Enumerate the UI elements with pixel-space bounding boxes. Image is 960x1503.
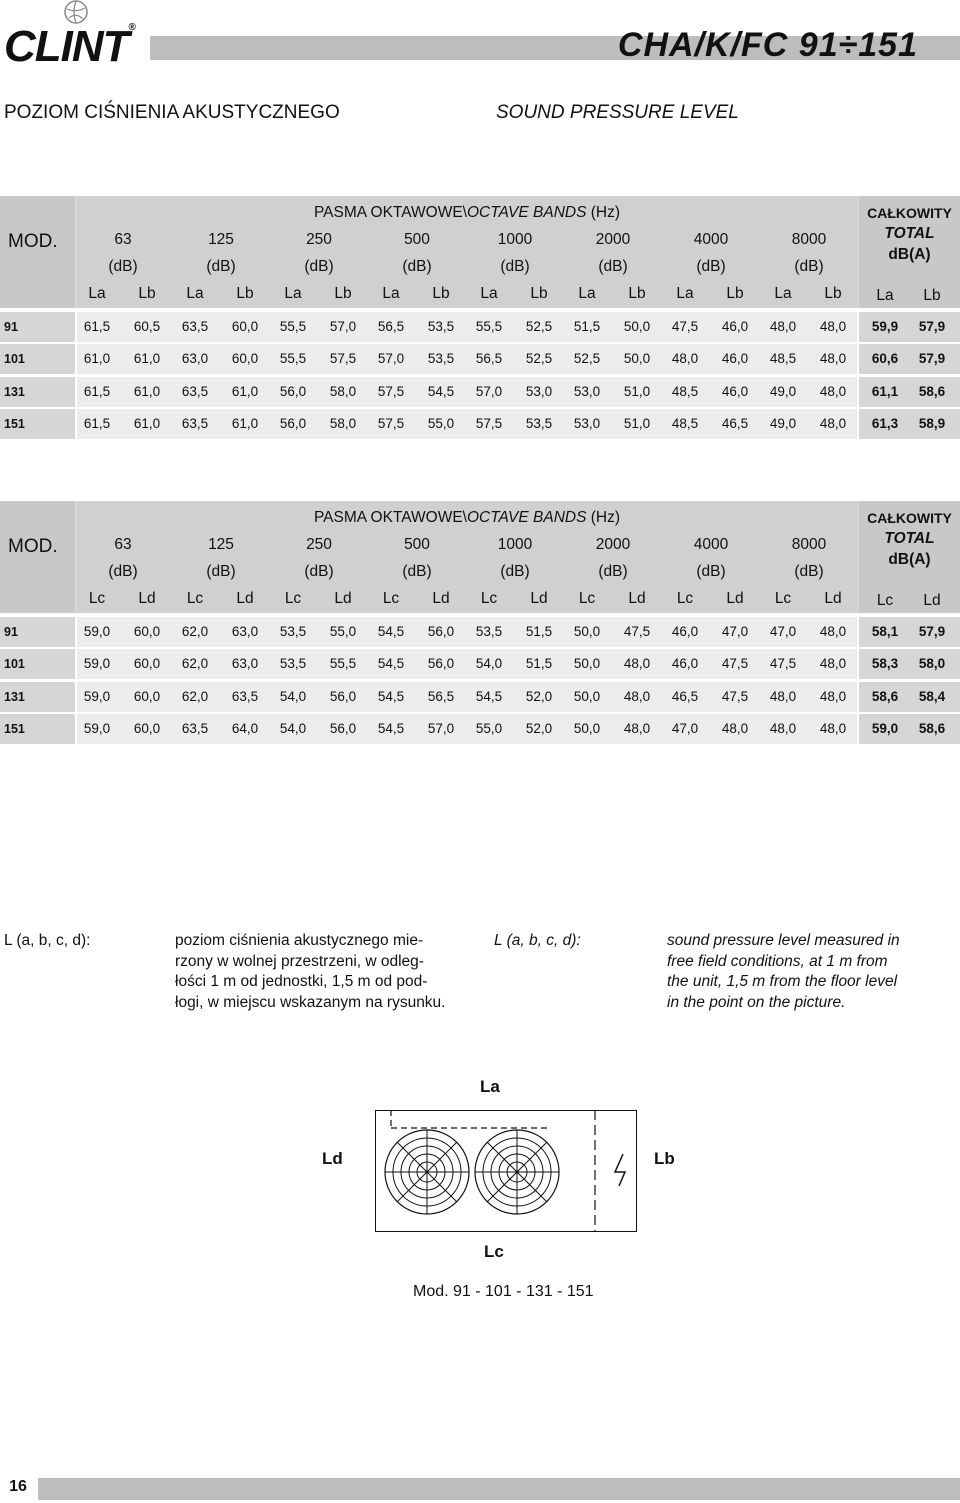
value-cell: 46,0	[671, 656, 699, 671]
bands-title-en: OCTAVE BANDS	[466, 204, 587, 221]
total-cell: 58,4	[918, 689, 946, 704]
value-cell: 48,0	[819, 416, 847, 431]
row-model: 91	[0, 617, 75, 647]
band-frequency: 1000	[497, 536, 533, 553]
band-frequency: 500	[404, 536, 430, 553]
value-cell: 58,0	[329, 416, 357, 431]
value-cell: 58,0	[329, 384, 357, 399]
band-unit: (dB)	[206, 563, 236, 580]
value-cell: 48,0	[819, 351, 847, 366]
value-cell: 53,5	[279, 624, 307, 639]
value-cell: 57,5	[329, 351, 357, 366]
total-title: CAŁKOWITY	[867, 205, 952, 221]
value-cell: 61,0	[133, 384, 161, 399]
value-cell: 48,5	[671, 384, 699, 399]
legend-line: in the point on the picture.	[667, 993, 846, 1011]
value-cell: 56,0	[329, 721, 357, 736]
value-cell: 62,0	[181, 624, 209, 639]
value-cell: 56,0	[329, 689, 357, 704]
value-cell: 59,0	[83, 656, 111, 671]
value-cell: 48,0	[819, 384, 847, 399]
band-unit: (dB)	[696, 563, 726, 580]
band-sub-label: Lb	[138, 285, 156, 302]
diagram-label-la: La	[480, 1077, 500, 1096]
total-subtitle: TOTAL	[884, 225, 935, 242]
value-cell: 48,0	[623, 689, 651, 704]
band-sub-label: La	[284, 285, 302, 302]
band-sub-label: Lc	[284, 590, 302, 607]
value-cell: 54,0	[279, 721, 307, 736]
band-sub-label: Lb	[432, 285, 450, 302]
value-cell: 61,0	[133, 351, 161, 366]
value-cell: 52,5	[573, 351, 601, 366]
value-cell: 53,0	[573, 384, 601, 399]
band-unit: (dB)	[108, 563, 138, 580]
bands-title-pl: PASMA OKTAWOWE\	[313, 204, 467, 221]
band-sub-label: La	[774, 285, 792, 302]
table-row	[0, 714, 960, 744]
value-cell: 46,0	[721, 351, 749, 366]
value-cell: 60,0	[133, 624, 161, 639]
value-cell: 53,5	[427, 351, 455, 366]
band-sub-label: Lb	[628, 285, 646, 302]
total-unit: dB(A)	[888, 551, 931, 568]
band-frequency: 2000	[595, 536, 631, 553]
value-cell: 61,5	[83, 319, 111, 334]
band-frequency: 63	[114, 231, 132, 248]
band-frequency: 1000	[497, 231, 533, 248]
value-cell: 60,0	[231, 351, 259, 366]
band-sub-label: Lb	[236, 285, 254, 302]
total-cell: 58,6	[871, 689, 899, 704]
value-cell: 56,0	[427, 624, 455, 639]
band-unit: (dB)	[108, 258, 138, 275]
bands-title-unit: (Hz)	[590, 204, 621, 221]
row-model: 131	[0, 377, 75, 407]
row-model: 101	[0, 649, 75, 679]
value-cell: 46,0	[721, 319, 749, 334]
value-cell: 61,0	[231, 384, 259, 399]
value-cell: 53,0	[573, 416, 601, 431]
sound-table-lc-ld	[0, 501, 960, 751]
value-cell: 46,5	[721, 416, 749, 431]
band-sub-label: Lc	[186, 590, 204, 607]
band-sub-label: Lc	[578, 590, 596, 607]
value-cell: 57,0	[377, 351, 405, 366]
value-cell: 55,0	[329, 624, 357, 639]
models-note: Mod. 91 - 101 - 131 - 151	[413, 1283, 594, 1300]
legend-text-en	[667, 931, 900, 1013]
band-unit: (dB)	[598, 258, 628, 275]
value-cell: 54,5	[377, 689, 405, 704]
value-cell: 53,5	[475, 624, 503, 639]
value-cell: 52,5	[525, 319, 553, 334]
band-unit: (dB)	[206, 258, 236, 275]
band-sub-label: Ld	[530, 590, 548, 607]
table-row	[0, 344, 960, 374]
unit-drawing	[375, 1110, 637, 1232]
band-sub-label: La	[578, 285, 596, 302]
section-title-en: SOUND PRESSURE LEVEL	[496, 102, 739, 123]
band-frequency: 8000	[791, 231, 827, 248]
value-cell: 64,0	[231, 721, 259, 736]
value-cell: 51,5	[525, 624, 553, 639]
brand-logo: CLINT®	[4, 22, 135, 71]
band-frequency: 250	[306, 231, 332, 248]
legend-line: the unit, 1,5 m from the floor level	[667, 973, 898, 990]
value-cell: 50,0	[573, 624, 601, 639]
diagram-label-lc: Lc	[484, 1242, 504, 1261]
value-cell: 49,0	[769, 384, 797, 399]
value-cell: 63,5	[231, 689, 259, 704]
value-cell: 48,0	[819, 656, 847, 671]
table-header	[0, 196, 960, 308]
row-model: 151	[0, 714, 75, 744]
band-frequency: 250	[306, 536, 332, 553]
total-cell: 58,1	[871, 624, 899, 639]
total-cell: 57,9	[918, 319, 946, 334]
value-cell: 63,0	[231, 624, 259, 639]
value-cell: 55,5	[475, 319, 503, 334]
value-cell: 57,5	[475, 416, 503, 431]
value-cell: 48,0	[819, 319, 847, 334]
band-sub-label: La	[480, 285, 498, 302]
value-cell: 63,5	[181, 319, 209, 334]
band-sub-label: Lc	[676, 590, 694, 607]
mod-label: MOD.	[8, 231, 58, 252]
diagram-label-ld: Ld	[322, 1149, 343, 1168]
value-cell: 59,0	[83, 624, 111, 639]
legend-line: łogi, w miejscu wskazanym na rysunku.	[175, 993, 446, 1011]
value-cell: 46,5	[671, 689, 699, 704]
value-cell: 53,0	[525, 384, 553, 399]
value-cell: 47,5	[721, 656, 749, 671]
band-unit: (dB)	[696, 258, 726, 275]
value-cell: 52,0	[525, 721, 553, 736]
value-cell: 63,0	[231, 656, 259, 671]
total-cell: 58,0	[918, 656, 946, 671]
total-subtitle: TOTAL	[884, 530, 935, 547]
footer-bar	[38, 1478, 960, 1500]
value-cell: 63,5	[181, 416, 209, 431]
legend-line: łości 1 m od jednostki, 1,5 m od pod-	[175, 973, 428, 990]
band-sub-label: Ld	[824, 590, 842, 607]
band-frequency: 125	[208, 231, 234, 248]
value-cell: 48,0	[819, 721, 847, 736]
total-cell: 58,3	[871, 656, 899, 671]
value-cell: 54,5	[377, 656, 405, 671]
fan-right-icon	[475, 1130, 559, 1214]
value-cell: 48,0	[623, 656, 651, 671]
band-sub-label: Lb	[530, 285, 548, 302]
band-unit: (dB)	[794, 563, 824, 580]
band-sub-label: Lc	[382, 590, 400, 607]
band-sub-label: Lc	[88, 590, 106, 607]
value-cell: 61,5	[83, 416, 111, 431]
table-header	[0, 501, 960, 613]
value-cell: 56,0	[427, 656, 455, 671]
value-cell: 48,5	[769, 351, 797, 366]
band-sub-label: Lc	[480, 590, 498, 607]
total-cell: 61,1	[871, 384, 899, 399]
value-cell: 60,0	[133, 721, 161, 736]
value-cell: 63,5	[181, 384, 209, 399]
value-cell: 46,0	[721, 384, 749, 399]
mod-label: MOD.	[8, 536, 58, 557]
value-cell: 47,5	[623, 624, 651, 639]
band-sub-label: La	[676, 285, 694, 302]
bands-title	[77, 509, 857, 527]
value-cell: 54,5	[427, 384, 455, 399]
band-sub-label: La	[186, 285, 204, 302]
value-cell: 47,5	[721, 689, 749, 704]
bands-title-pl: PASMA OKTAWOWE\	[313, 509, 467, 526]
value-cell: 48,0	[721, 721, 749, 736]
bands-title-unit: (Hz)	[590, 509, 621, 526]
value-cell: 54,0	[475, 656, 503, 671]
value-cell: 55,0	[427, 416, 455, 431]
band-sub-label: Lb	[334, 285, 352, 302]
electric-symbol-icon	[615, 1154, 625, 1186]
legend-key-pl: L (a, b, c, d):	[4, 932, 91, 949]
value-cell: 55,5	[279, 351, 307, 366]
value-cell: 61,0	[231, 416, 259, 431]
band-sub-label: La	[88, 285, 106, 302]
value-cell: 56,0	[279, 416, 307, 431]
value-cell: 47,0	[769, 624, 797, 639]
value-cell: 51,0	[623, 416, 651, 431]
table-row	[0, 312, 960, 342]
band-unit: (dB)	[598, 563, 628, 580]
legend-text-pl	[175, 931, 446, 1013]
value-cell: 47,0	[671, 721, 699, 736]
band-frequency: 8000	[791, 536, 827, 553]
band-unit: (dB)	[304, 258, 334, 275]
legend-line: sound pressure level measured in	[667, 932, 900, 949]
total-sub-label: Lc	[876, 592, 894, 609]
value-cell: 50,0	[623, 319, 651, 334]
bands-title	[77, 204, 857, 222]
diagram-label-lb: Lb	[654, 1149, 675, 1168]
total-cell: 61,3	[871, 416, 899, 431]
band-sub-label: Ld	[432, 590, 450, 607]
value-cell: 48,0	[623, 721, 651, 736]
band-sub-label: Ld	[628, 590, 646, 607]
band-sub-label: Ld	[236, 590, 254, 607]
value-cell: 63,5	[181, 721, 209, 736]
value-cell: 50,0	[573, 656, 601, 671]
band-unit: (dB)	[402, 563, 432, 580]
value-cell: 47,5	[671, 319, 699, 334]
value-cell: 48,5	[671, 416, 699, 431]
value-cell: 48,0	[819, 689, 847, 704]
value-cell: 57,0	[427, 721, 455, 736]
value-cell: 60,0	[133, 689, 161, 704]
total-cell: 57,9	[918, 624, 946, 639]
table-row	[0, 617, 960, 647]
model-title: CHA/K/FC 91÷151	[617, 26, 918, 64]
value-cell: 48,0	[769, 689, 797, 704]
value-cell: 54,0	[279, 689, 307, 704]
value-cell: 60,0	[231, 319, 259, 334]
total-sub-label: Ld	[923, 592, 941, 609]
band-frequency: 500	[404, 231, 430, 248]
value-cell: 47,5	[769, 656, 797, 671]
band-sub-label: Lb	[824, 285, 842, 302]
band-unit: (dB)	[304, 563, 334, 580]
value-cell: 53,5	[279, 656, 307, 671]
value-cell: 56,5	[427, 689, 455, 704]
band-unit: (dB)	[500, 258, 530, 275]
value-cell: 50,0	[623, 351, 651, 366]
band-sub-label: Ld	[138, 590, 156, 607]
band-frequency: 4000	[693, 536, 729, 553]
band-sub-label: Lb	[726, 285, 744, 302]
value-cell: 52,5	[525, 351, 553, 366]
value-cell: 56,5	[377, 319, 405, 334]
value-cell: 51,0	[623, 384, 651, 399]
band-frequency: 2000	[595, 231, 631, 248]
value-cell: 47,0	[721, 624, 749, 639]
brand-ball-icon	[64, 0, 88, 24]
value-cell: 63,0	[181, 351, 209, 366]
total-title: CAŁKOWITY	[867, 510, 952, 526]
value-cell: 59,0	[83, 721, 111, 736]
total-unit: dB(A)	[888, 246, 931, 263]
band-sub-label: Lc	[774, 590, 792, 607]
band-frequency: 4000	[693, 231, 729, 248]
value-cell: 56,5	[475, 351, 503, 366]
value-cell: 62,0	[181, 656, 209, 671]
value-cell: 48,0	[671, 351, 699, 366]
legend-line: rzony w wolnej przestrzeni, w odleg-	[175, 952, 424, 970]
value-cell: 55,0	[475, 721, 503, 736]
legend-line: free field conditions, at 1 m from	[667, 952, 888, 970]
table-row	[0, 682, 960, 712]
value-cell: 55,5	[329, 656, 357, 671]
band-frequency: 63	[114, 536, 132, 553]
row-model: 151	[0, 409, 75, 439]
table-row	[0, 409, 960, 439]
total-cell: 58,9	[918, 416, 946, 431]
value-cell: 54,5	[377, 721, 405, 736]
value-cell: 60,0	[133, 656, 161, 671]
value-cell: 55,5	[279, 319, 307, 334]
total-sub-label: Lb	[923, 287, 941, 304]
band-sub-label: Ld	[726, 590, 744, 607]
value-cell: 61,0	[83, 351, 111, 366]
value-cell: 54,5	[377, 624, 405, 639]
value-cell: 57,0	[475, 384, 503, 399]
fan-left-icon	[385, 1130, 469, 1214]
band-unit: (dB)	[402, 258, 432, 275]
total-cell: 59,0	[871, 721, 899, 736]
legend-key-en: L (a, b, c, d):	[494, 932, 581, 949]
value-cell: 53,5	[427, 319, 455, 334]
legend-line: poziom ciśnienia akustycznego mie-	[175, 932, 424, 949]
row-model: 101	[0, 344, 75, 374]
total-cell: 60,6	[871, 351, 899, 366]
band-frequency: 125	[208, 536, 234, 553]
value-cell: 48,0	[769, 319, 797, 334]
value-cell: 49,0	[769, 416, 797, 431]
value-cell: 56,0	[279, 384, 307, 399]
band-sub-label: Ld	[334, 590, 352, 607]
value-cell: 61,0	[133, 416, 161, 431]
total-sub-label: La	[876, 287, 894, 304]
value-cell: 59,0	[83, 689, 111, 704]
band-unit: (dB)	[500, 563, 530, 580]
row-model: 91	[0, 312, 75, 342]
page-number: 16	[9, 1478, 27, 1495]
value-cell: 53,5	[525, 416, 553, 431]
value-cell: 57,5	[377, 384, 405, 399]
value-cell: 46,0	[671, 624, 699, 639]
total-cell: 58,6	[918, 721, 946, 736]
band-unit: (dB)	[794, 258, 824, 275]
value-cell: 50,0	[573, 721, 601, 736]
value-cell: 57,0	[329, 319, 357, 334]
sound-table-la-lb	[0, 196, 960, 446]
table-row	[0, 649, 960, 679]
row-model: 131	[0, 682, 75, 712]
table-row	[0, 377, 960, 407]
total-cell: 57,9	[918, 351, 946, 366]
value-cell: 51,5	[525, 656, 553, 671]
value-cell: 62,0	[181, 689, 209, 704]
value-cell: 57,5	[377, 416, 405, 431]
value-cell: 60,5	[133, 319, 161, 334]
value-cell: 54,5	[475, 689, 503, 704]
bands-title-en: OCTAVE BANDS	[466, 509, 587, 526]
band-sub-label: La	[382, 285, 400, 302]
value-cell: 61,5	[83, 384, 111, 399]
section-title-pl: POZIOM CIŚNIENIA AKUSTYCZNEGO	[4, 102, 340, 123]
value-cell: 51,5	[573, 319, 601, 334]
value-cell: 52,0	[525, 689, 553, 704]
total-cell: 58,6	[918, 384, 946, 399]
value-cell: 50,0	[573, 689, 601, 704]
value-cell: 48,0	[769, 721, 797, 736]
value-cell: 48,0	[819, 624, 847, 639]
total-cell: 59,9	[871, 319, 899, 334]
